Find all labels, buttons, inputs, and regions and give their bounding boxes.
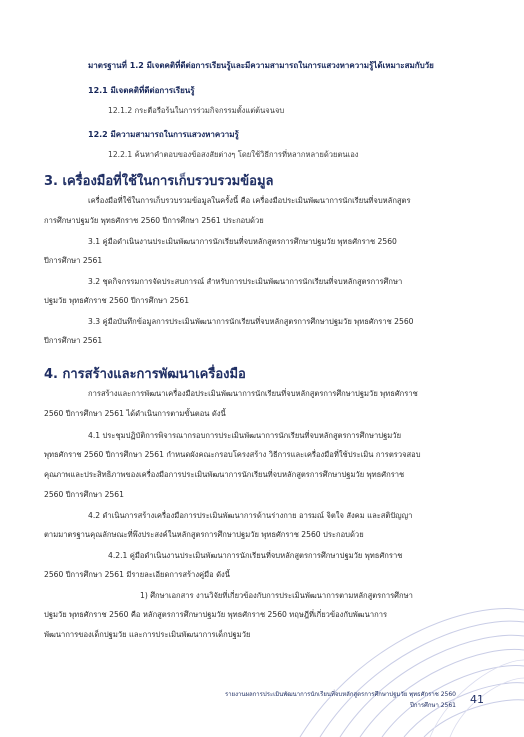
subsection-12-1-heading: 12.1 มีเจตคติที่ดีต่อการเรียนรู้ <box>88 86 195 95</box>
footer-report-title: รายงานผลการประเมินพัฒนาการนักเรียนที่จบหลักสูตรการศึกษาปฐมวัย พุทธศักราช 2560 <box>224 691 456 698</box>
section-4-line: 4.2 ดำเนินการสร้างเครื่องมือการประเมินพัฒนาการด้านร่างกาย อารมณ์ จิตใจ สังคม และสติปัญญา <box>88 511 413 520</box>
section-4-line: การสร้างและการพัฒนาเครื่องมือประเมินพัฒนาการนักเรียนที่จบหลักสูตรการศึกษาปฐมวัย พุทธศักราช <box>88 389 418 398</box>
section-4-line: 2560 ปีการศึกษา 2561 มีรายละเอียดการสร้างคู่มือ ดังนี้ <box>44 570 230 579</box>
section-4-line: ตามมาตรฐานคุณลักษณะที่พึงประสงค์ในหลักสูตรการศึกษาปฐมวัย พุทธศักราช 2560 ประกอบด้วย <box>44 530 364 539</box>
section-4-line: พุทธศักราช 2560 ปีการศึกษา 2561 กำหนดผังคณะกรอบโครงสร้าง วิธีการและเครื่องมือที่ใช้ประเมิน การตรวจสอบ <box>44 450 421 459</box>
footer-academic-year: ปีการศึกษา 2561 <box>410 702 456 709</box>
section-3-line: เครื่องมือที่ใช้ในการเก็บรวบรวมข้อมูลในครั้งนี้ คือ เครื่องมือประเมินพัฒนาการนักเรียนที่จบหลักสูตร <box>88 196 411 205</box>
section-3-line: ปฐมวัย พุทธศักราช 2560 ปีการศึกษา 2561 <box>44 296 190 305</box>
subsection-12-1-item: 12.1.2 กระตือรือร้นในการร่วมกิจกรรมตั้งแต่ต้นจนจบ <box>108 106 285 115</box>
section-4-line: 2560 ปีการศึกษา 2561 ได้ดำเนินการตามขั้นตอน ดังนี้ <box>44 409 226 418</box>
section-4-heading: 4. การสร้างและการพัฒนาเครื่องมือ <box>44 367 246 382</box>
section-4-line: 2560 ปีการศึกษา 2561 <box>44 490 124 499</box>
standard-title: มาตรฐานที่ 1.2 มีเจตคติที่ดีต่อการเรียนรู้และมีความสามารถในการแสวงหาความรู้ได้เหมาะสมกับวัย <box>88 61 434 70</box>
section-3-line: 3.3 คู่มือบันทึกข้อมูลการประเมินพัฒนาการนักเรียนที่จบหลักสูตรการศึกษาปฐมวัย พุทธศักราช 2560 <box>88 317 414 326</box>
section-3-line: 3.1 คู่มือดำเนินงานประเมินพัฒนาการนักเรียนที่จบหลักสูตรการศึกษาปฐมวัย พุทธศักราช 2560 <box>88 237 397 246</box>
section-3-line: ปีการศึกษา 2561 <box>44 336 103 345</box>
section-4-line: คุณภาพและประสิทธิภาพของเครื่องมือการประเมินพัฒนาการนักเรียนที่จบหลักสูตรการศึกษาปฐมวัย พุทธศักราช <box>44 470 405 479</box>
page-number: 41 <box>470 693 484 706</box>
section-3-heading: 3. เครื่องมือที่ใช้ในการเก็บรวบรวมข้อมูล <box>44 174 274 189</box>
section-3-line: 3.2 ชุดกิจกรรมการจัดประสบการณ์ สำหรับการประเมินพัฒนาการนักเรียนที่จบหลักสูตรการศึกษา <box>88 277 403 286</box>
subsection-12-2-heading: 12.2 มีความสามารถในการแสวงหาความรู้ <box>88 130 239 139</box>
section-3-line: การศึกษาปฐมวัย พุทธศักราช 2560 ปีการศึกษา 2561 ประกอบด้วย <box>44 216 264 225</box>
section-4-line: พัฒนาการของเด็กปฐมวัย และการประเมินพัฒนาการเด็กปฐมวัย <box>44 630 251 639</box>
subsection-12-2-item: 12.2.1 ค้นหาคำตอบของข้อสงสัยต่างๆ โดยใช้วิธีการที่หลากหลายด้วยตนเอง <box>108 150 359 159</box>
section-4-line: 4.2.1 คู่มือดำเนินงานประเมินพัฒนาการนักเรียนที่จบหลักสูตรการศึกษาปฐมวัย พุทธศักราช <box>108 551 403 560</box>
section-4-line: 1) ศึกษาเอกสาร งานวิจัยที่เกี่ยวข้องกับการประเมินพัฒนาการตามหลักสูตรการศึกษา <box>140 591 413 600</box>
section-4-line: ปฐมวัย พุทธศักราช 2560 คือ หลักสูตรการศึกษาปฐมวัย พุทธศักราช 2560 ทฤษฎีที่เกี่ยวข้องกับพัฒนาการ <box>44 610 388 619</box>
section-3-line: ปีการศึกษา 2561 <box>44 256 103 265</box>
section-4-line: 4.1 ประชุมปฏิบัติการพิจารณากรอบการประเมินพัฒนาการนักเรียนที่จบหลักสูตรการศึกษาปฐมวัย <box>88 431 402 440</box>
